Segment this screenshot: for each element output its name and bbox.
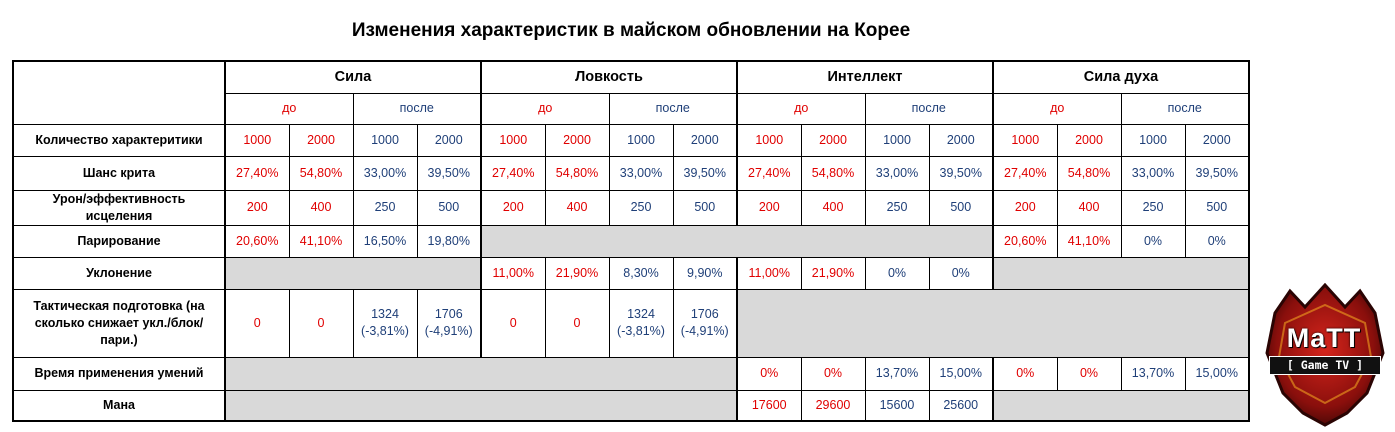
value-cell: 0%: [1121, 225, 1185, 257]
empty-cell: [993, 257, 1249, 289]
subheader-before: до: [481, 93, 609, 124]
value-cell: 0%: [865, 257, 929, 289]
table-row: [13, 225, 1249, 257]
value-cell: 2000: [801, 124, 865, 156]
value-cell: 29600: [801, 390, 865, 421]
value-cell: 400: [801, 190, 865, 225]
group-header: Сила: [225, 61, 481, 93]
row-label: Количество характеритики: [13, 124, 225, 156]
value-cell: 0: [225, 289, 289, 357]
value-cell: 250: [353, 190, 417, 225]
value-cell: 500: [929, 190, 993, 225]
value-cell: 1000: [865, 124, 929, 156]
group-header: Интеллект: [737, 61, 993, 93]
value-cell: 400: [545, 190, 609, 225]
value-cell: 41,10%: [1057, 225, 1121, 257]
corner-cell: [13, 61, 225, 124]
empty-cell: [225, 357, 737, 390]
value-cell: 0%: [1185, 225, 1249, 257]
value-cell: 2000: [673, 124, 737, 156]
empty-cell: [225, 390, 737, 421]
value-cell: 39,50%: [929, 156, 993, 190]
value-cell: 400: [1057, 190, 1121, 225]
row-label: Урон/эффективность исцеления: [13, 190, 225, 225]
value-cell: 9,90%: [673, 257, 737, 289]
group-header: Ловкость: [481, 61, 737, 93]
subheader-before: до: [225, 93, 353, 124]
value-cell: 19,80%: [417, 225, 481, 257]
value-cell: 54,80%: [801, 156, 865, 190]
value-cell: 2000: [289, 124, 353, 156]
value-cell: 39,50%: [1185, 156, 1249, 190]
table-row: [13, 357, 1249, 390]
table-row: [13, 190, 1249, 225]
value-cell: 1000: [1121, 124, 1185, 156]
logo-title: MaTT: [1286, 323, 1362, 353]
value-cell: 11,00%: [481, 257, 545, 289]
value-cell: 500: [417, 190, 481, 225]
value-cell: 0: [289, 289, 353, 357]
value-cell: 54,80%: [1057, 156, 1121, 190]
value-cell: 39,50%: [673, 156, 737, 190]
group-header-row: [13, 61, 1249, 93]
logo-subtitle: [ Game TV ]: [1269, 356, 1381, 375]
value-cell: 33,00%: [1121, 156, 1185, 190]
row-label: Шанс крита: [13, 156, 225, 190]
value-cell: 1000: [609, 124, 673, 156]
subheader-after: после: [1121, 93, 1249, 124]
subheader-after: после: [865, 93, 993, 124]
subheader-before: до: [737, 93, 865, 124]
value-cell: 0%: [929, 257, 993, 289]
table-row: [13, 124, 1249, 156]
value-cell: 200: [225, 190, 289, 225]
value-cell: 1706 (-4,91%): [673, 289, 737, 357]
value-cell: 27,40%: [737, 156, 801, 190]
value-cell: 27,40%: [993, 156, 1057, 190]
value-cell: 1000: [225, 124, 289, 156]
value-cell: 16,50%: [353, 225, 417, 257]
value-cell: 33,00%: [609, 156, 673, 190]
table-row: [13, 289, 1249, 357]
value-cell: 500: [673, 190, 737, 225]
value-cell: 2000: [1185, 124, 1249, 156]
value-cell: 27,40%: [225, 156, 289, 190]
value-cell: 1000: [737, 124, 801, 156]
stats-table: [12, 60, 1250, 422]
value-cell: 0: [545, 289, 609, 357]
empty-cell: [737, 289, 1249, 357]
value-cell: 1324 (-3,81%): [353, 289, 417, 357]
value-cell: 33,00%: [865, 156, 929, 190]
matt-game-tv-logo: [1255, 283, 1395, 427]
row-label: Уклонение: [13, 257, 225, 289]
logo-badge-icon: [1255, 283, 1395, 427]
value-cell: 200: [481, 190, 545, 225]
page-title: Изменения характеристик в майском обновлении на Корее: [351, 20, 911, 41]
row-label: Мана: [13, 390, 225, 421]
value-cell: 250: [609, 190, 673, 225]
value-cell: 200: [737, 190, 801, 225]
value-cell: 2000: [545, 124, 609, 156]
value-cell: 400: [289, 190, 353, 225]
value-cell: 33,00%: [353, 156, 417, 190]
table-row: [13, 156, 1249, 190]
empty-cell: [225, 257, 481, 289]
value-cell: 1000: [353, 124, 417, 156]
value-cell: 20,60%: [225, 225, 289, 257]
value-cell: 11,00%: [737, 257, 801, 289]
row-label: Время применения умений: [13, 357, 225, 390]
empty-cell: [481, 225, 993, 257]
table-row: [13, 390, 1249, 421]
value-cell: 1000: [993, 124, 1057, 156]
value-cell: 0: [481, 289, 545, 357]
empty-cell: [993, 390, 1249, 421]
value-cell: 21,90%: [801, 257, 865, 289]
value-cell: 0%: [737, 357, 801, 390]
value-cell: 13,70%: [1121, 357, 1185, 390]
value-cell: 250: [1121, 190, 1185, 225]
value-cell: 15,00%: [929, 357, 993, 390]
value-cell: 27,40%: [481, 156, 545, 190]
value-cell: 1000: [481, 124, 545, 156]
group-header: Сила духа: [993, 61, 1249, 93]
value-cell: 0%: [1057, 357, 1121, 390]
value-cell: 8,30%: [609, 257, 673, 289]
value-cell: 1706 (-4,91%): [417, 289, 481, 357]
value-cell: 54,80%: [545, 156, 609, 190]
value-cell: 2000: [1057, 124, 1121, 156]
table-row: [13, 257, 1249, 289]
value-cell: 13,70%: [865, 357, 929, 390]
value-cell: 2000: [417, 124, 481, 156]
value-cell: 0%: [801, 357, 865, 390]
value-cell: 21,90%: [545, 257, 609, 289]
value-cell: 1324 (-3,81%): [609, 289, 673, 357]
subheader-after: после: [353, 93, 481, 124]
value-cell: 2000: [929, 124, 993, 156]
value-cell: 39,50%: [417, 156, 481, 190]
value-cell: 15,00%: [1185, 357, 1249, 390]
row-label: Тактическая подготовка (на сколько снижает укл./блок/пари.): [13, 289, 225, 357]
subheader-before: до: [993, 93, 1121, 124]
row-label: Парирование: [13, 225, 225, 257]
value-cell: 17600: [737, 390, 801, 421]
value-cell: 20,60%: [993, 225, 1057, 257]
subheader-after: после: [609, 93, 737, 124]
value-cell: 25600: [929, 390, 993, 421]
value-cell: 500: [1185, 190, 1249, 225]
value-cell: 250: [865, 190, 929, 225]
value-cell: 200: [993, 190, 1057, 225]
value-cell: 54,80%: [289, 156, 353, 190]
value-cell: 0%: [993, 357, 1057, 390]
value-cell: 41,10%: [289, 225, 353, 257]
value-cell: 15600: [865, 390, 929, 421]
